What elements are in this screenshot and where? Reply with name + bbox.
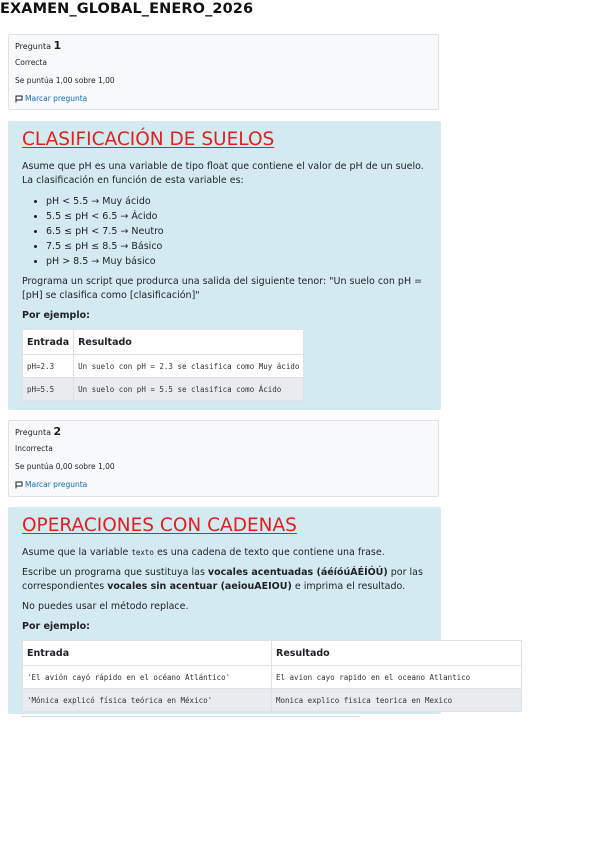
question-1-intro: Asume que pH es una variable de tipo float que contiene el valor de pH de un suelo. La clasificación en función de esta variable es: — [22, 161, 424, 186]
question-label: Pregunta — [15, 42, 51, 51]
list-item: • pH > 8.5 → Muy básico — [46, 254, 427, 269]
variable-name: texto — [131, 548, 154, 557]
task-bold-text: vocales acentuadas (áéíóúÁÉÍÓÚ) — [207, 567, 388, 578]
question-2-score: Se puntúa 0,00 sobre 1,00 — [15, 462, 115, 471]
question-1-info — [8, 34, 439, 110]
table-cell: Un suelo con pH = 5.5 se clasifica como Ácido — [74, 378, 304, 401]
question-number: 2 — [53, 425, 62, 438]
question-label: Pregunta — [15, 428, 51, 437]
intro-text: Asume que la variable — [22, 547, 132, 558]
intro-text: es una cadena de texto que contiene una frase. — [153, 547, 385, 558]
column-header: Entrada — [23, 330, 74, 355]
question-2-number — [15, 425, 432, 438]
question-1-number — [15, 39, 432, 52]
question-2-task — [22, 566, 427, 594]
question-2-flag-link[interactable] — [15, 480, 432, 489]
question-1-status: Correcta — [15, 58, 47, 67]
table-cell: pH=5.5 — [23, 378, 74, 401]
question-2-constraint: No puedes usar el método replace. — [22, 601, 189, 612]
question-2-status: Incorrecta — [15, 444, 53, 453]
flag-label: Marcar pregunta — [25, 94, 88, 103]
table-row — [23, 378, 304, 401]
flag-icon — [15, 95, 23, 103]
table-cell: El avion cayo rapido en el oceano Atlantico — [272, 666, 522, 689]
question-2-intro — [22, 546, 427, 560]
question-1-heading: CLASIFICACIÓN DE SUELOS — [22, 129, 275, 150]
question-1-content — [8, 121, 441, 410]
task-text: Escribe un programa que sustituya las — [22, 567, 208, 578]
ph-classification-list — [22, 194, 427, 269]
table-row — [23, 689, 522, 712]
question-1-score: Se puntúa 1,00 sobre 1,00 — [15, 76, 115, 85]
example-table — [22, 329, 304, 401]
example-table — [22, 640, 522, 712]
table-header-row — [23, 330, 304, 355]
list-item: • 7.5 ≤ pH ≤ 8.5 → Básico — [46, 239, 427, 254]
question-2-info — [8, 420, 439, 497]
list-item: • pH < 5.5 → Muy ácido — [46, 194, 427, 209]
question-1-task: Programa un script que produrca una salida del siguiente tenor: "Un suelo con pH = [pH] se clasifica como [clasificación]" — [22, 276, 423, 301]
column-header: Resultado — [272, 641, 522, 666]
column-header: Resultado — [74, 330, 304, 355]
question-2-heading: OPERACIONES CON CADENAS — [22, 515, 297, 536]
table-cell: pH=2.3 — [23, 355, 74, 378]
example-label: Por ejemplo: — [22, 621, 90, 632]
question-number: 1 — [53, 39, 62, 52]
page-title: EXAMEN_GLOBAL_ENERO_2026 — [0, 1, 254, 17]
table-header-row — [23, 641, 522, 666]
task-text: e imprima el resultado. — [291, 581, 406, 592]
table-row — [23, 666, 522, 689]
example-label: Por ejemplo: — [22, 310, 90, 321]
table-cell: 'Mónica explicó física teórica en México' — [23, 689, 272, 712]
task-text: por las correspondientes — [22, 567, 423, 592]
list-item: • 5.5 ≤ pH < 6.5 → Ácido — [46, 209, 427, 224]
question-2-content — [8, 507, 471, 714]
flag-label: Marcar pregunta — [25, 480, 88, 489]
task-bold-text: vocales sin acentuar (aeiouAEIOU) — [107, 581, 292, 592]
flag-icon — [15, 481, 23, 489]
question-1-flag-link[interactable] — [15, 94, 432, 103]
list-item: • 6.5 ≤ pH < 7.5 → Neutro — [46, 224, 427, 239]
column-header: Entrada — [23, 641, 272, 666]
divider — [22, 716, 360, 717]
table-cell: Un suelo con pH = 2.3 se clasifica como Muy ácido — [74, 355, 304, 378]
table-cell: 'El avión cayó rápido en el océano Atlántico' — [23, 666, 272, 689]
table-cell: Monica explico fisica teorica en Mexico — [272, 689, 522, 712]
table-row — [23, 355, 304, 378]
